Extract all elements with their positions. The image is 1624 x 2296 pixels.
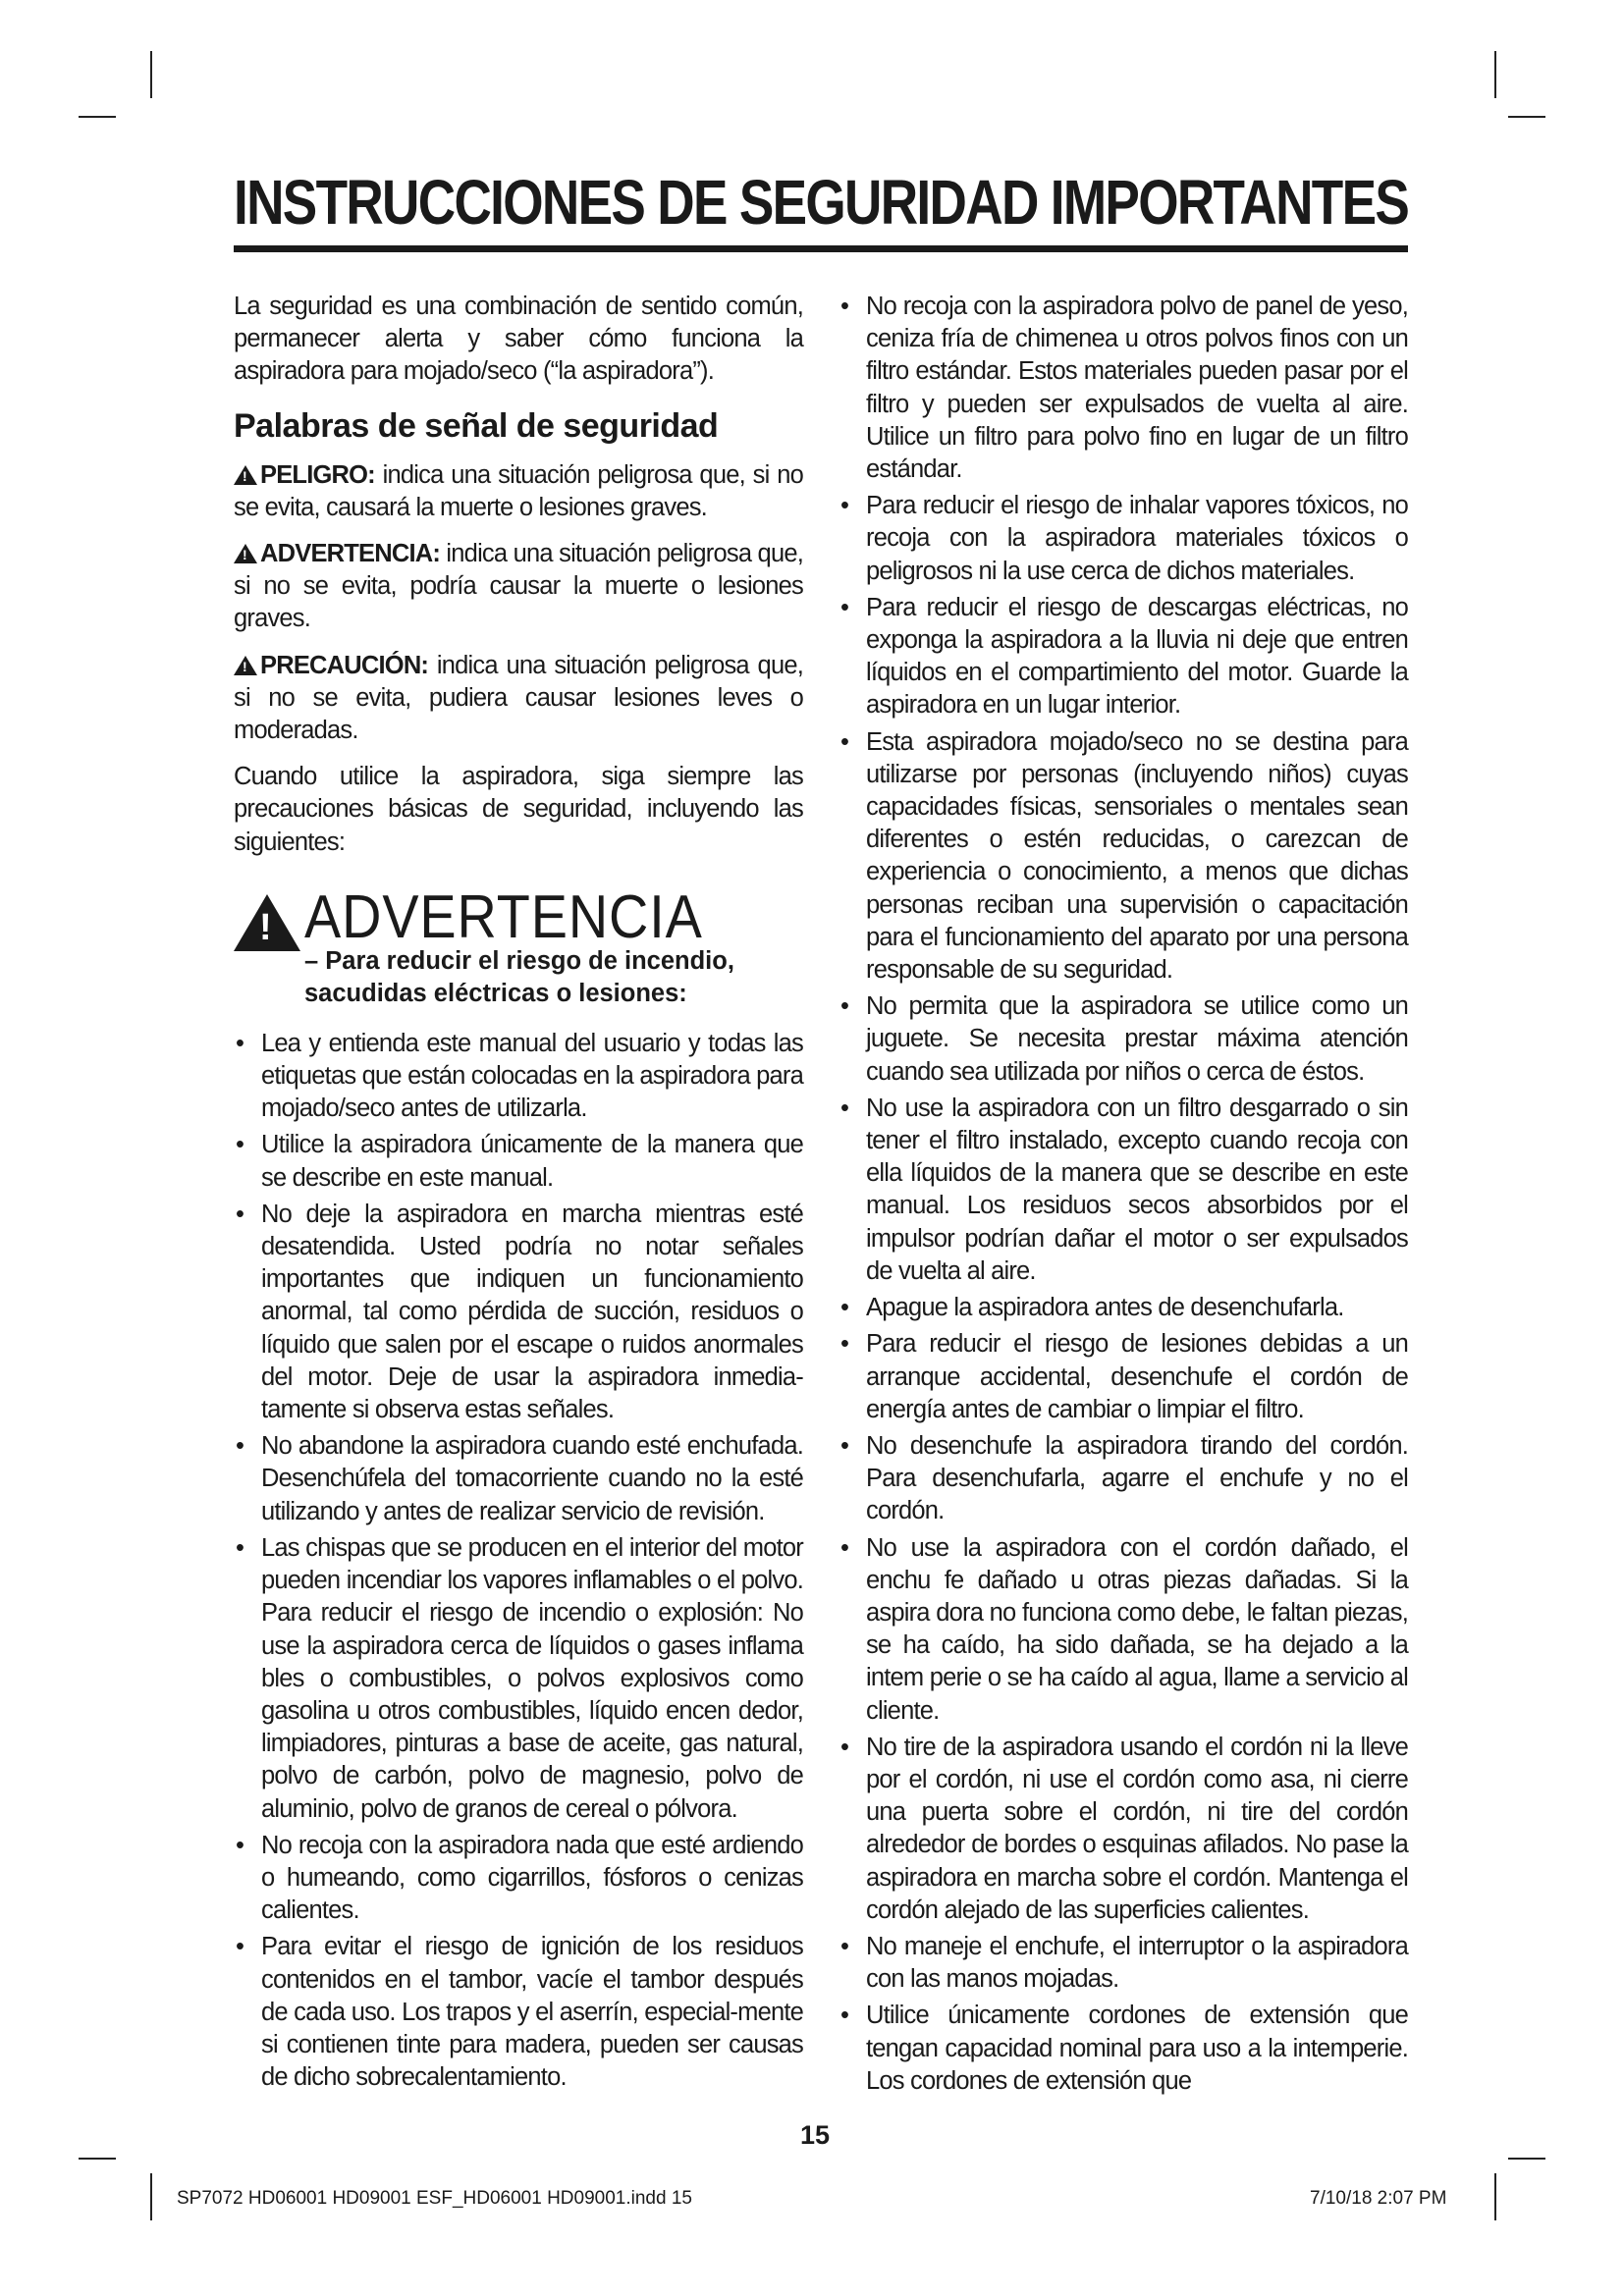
- footer-date-slug: 7/10/18 2:07 PM: [1310, 2188, 1447, 2209]
- footer-file-slug: SP7072 HD06001 HD09001 ESF_HD06001 HD09001.indd 15: [177, 2188, 692, 2209]
- list-item: • Lea y entienda este manual del usuario y todas las etiquetas que están colocadas en la aspiradora para mojado/seco antes de utilizarla.: [234, 1028, 803, 1126]
- left-column: [234, 291, 803, 2098]
- signal-description: indica una situación peligrosa que, si no se evita, podría causar la muerte o lesiones graves.: [234, 540, 803, 633]
- signal-word: ADVERTENCIA:: [260, 540, 441, 568]
- intro-paragraph: La seguridad es una combinación de sentido común, permanecer alerta y saber cómo funciona la aspiradora para mojado/seco (“la aspiradora”).: [234, 293, 803, 386]
- left-bullet-list: [234, 1028, 803, 2095]
- signal-peligro: [234, 459, 803, 524]
- list-item: • Utilice únicamente cordones de extensión que tengan capacidad nominal para uso a la intemperie. Los cordones de extensión que: [839, 2000, 1408, 2098]
- precautions-intro: Cuando utilice la aspiradora, siga siempre las precauciones básicas de seguridad, incluyendo las siguientes:: [234, 763, 803, 856]
- list-item: • Para reducir el riesgo de inhalar vapores tóxicos, no recoja con la aspiradora materiales tóxicos o peligrosos ni la use cerca de dichos materiales.: [839, 490, 1408, 588]
- crop-mark: [1508, 116, 1545, 118]
- list-item: • No desenchufe la aspiradora tirando del cordón. Para desenchufarla, agarre el enchufe y no el cordón.: [839, 1430, 1408, 1528]
- crop-mark: [150, 2173, 152, 2220]
- list-item: • No recoja con la aspiradora polvo de panel de yeso, ceniza fría de chimenea u otros polvos finos con un filtro estándar. Estos materiales pueden pasar por el filtro y pueden ser expulsados de vuelta al aire. Utilice un filtro para polvo fino en lugar de un filtro estándar.: [839, 291, 1408, 486]
- right-column: [839, 291, 1408, 2102]
- list-item: • No recoja con la aspiradora nada que esté ardiendo o humeando, como cigarrillos, fósforos o cenizas calientes.: [234, 1830, 803, 1928]
- crop-mark: [1508, 2158, 1545, 2160]
- list-item: • Esta aspiradora mojado/seco no se destina para utilizarse por personas (incluyendo niños) cuyas capacidades físicas, sensoriales o mentales sean diferentes o estén reducidas, o carezcan de experiencia o conocimiento, a menos que dichas personas reciban una supervisión o capacitación para el funcionamiento del aparato por una persona responsable de su seguridad.: [839, 726, 1408, 988]
- list-item: • No permita que la aspiradora se utilice como un juguete. Se necesita prestar máxima atención cuando sea utilizada por niños o cerca de éstos.: [839, 990, 1408, 1089]
- list-item: • Para reducir el riesgo de lesiones debidas a un arranque accidental, desenchufe el cordón de energía antes de cambiar o limpiar el filtro.: [839, 1328, 1408, 1426]
- warning-subtitle: – Para reducir el riesgo de incendio, sacudidas eléctricas o lesiones:: [304, 946, 734, 1007]
- warning-triangle-icon: [234, 656, 257, 675]
- crop-mark: [150, 51, 152, 98]
- list-item: • No use la aspiradora con un filtro desgarrado o sin tener el filtro instalado, excepto cuando recoja con ella líquidos de la manera que se describe en este manual. Los residuos secos absorbidos por el impulsor podrían dañar el motor o ser expulsados de vuelta al aire.: [839, 1093, 1408, 1288]
- signal-word: PRECAUCIÓN:: [260, 651, 429, 679]
- list-item: • Las chispas que se producen en el interior del motor pueden incendiar los vapores inflamables o el polvo. Para reducir el riesgo de incendio o explosión: No use la aspiradora cerca de líquidos o gases inflama bles o combustibles, o polvos explosivos como gasolina u otros combustibles, líquido encen dedor, limpiadores, pinturas a base de aceite, gas natural, polvo de carbón, polvo de magnesio, polvo de aluminio, polvo de granos de cereal o pólvora.: [234, 1532, 803, 1826]
- list-item: • No tire de la aspiradora usando el cordón ni la lleve por el cordón, ni use el cordón como asa, ni cierre una puerta sobre el cordón, ni tire del cordón alrededor de bordes o esquinas afilados. No pase la aspiradora en marcha sobre el cordón. Mantenga el cordón alejado de las superficies calientes.: [839, 1732, 1408, 1927]
- page-title: INSTRUCCIONES DE SEGURIDAD IMPORTANTES: [234, 167, 1409, 238]
- list-item: • No maneje el enchufe, el interruptor o la aspiradora con las manos mojadas.: [839, 1931, 1408, 1996]
- crop-mark: [79, 2158, 116, 2160]
- list-item: • Apague la aspiradora antes de desenchufarla.: [839, 1292, 1408, 1324]
- list-item: • No deje la aspiradora en marcha mientras esté desatendida. Usted podría no notar señales importantes que indiquen un funcionamiento anormal, tal como pérdida de succión, residuos o líquido que salen por el escape o ruidos anormales del motor. Deje de usar la aspiradora inmedia-tamente si observa estas señales.: [234, 1199, 803, 1426]
- warning-title: ADVERTENCIA: [304, 882, 703, 951]
- page-number: 15: [800, 2120, 831, 2150]
- crop-mark: [1494, 2173, 1496, 2220]
- crop-mark: [1494, 51, 1496, 98]
- list-item: • Para reducir el riesgo de descargas eléctricas, no exponga la aspiradora a la lluvia ni deje que entren líquidos en el compartimiento del motor. Guarde la aspiradora en un lugar interior.: [839, 592, 1408, 722]
- list-item: • Utilice la aspiradora únicamente de la manera que se describe en este manual.: [234, 1129, 803, 1194]
- crop-mark: [79, 116, 116, 118]
- right-bullet-list: [839, 291, 1408, 2098]
- title-rule: [234, 245, 1408, 252]
- signal-word: PELIGRO:: [260, 460, 375, 489]
- warning-triangle-icon: [234, 894, 300, 951]
- list-item: • No abandone la aspiradora cuando esté enchufada. Desenchúfela del tomacorriente cuando no la esté utilizando y antes de realizar servicio de revisión.: [234, 1430, 803, 1528]
- warning-triangle-icon: [234, 544, 257, 563]
- signal-advertencia: [234, 538, 803, 636]
- list-item: • No use la aspiradora con el cordón dañado, el enchu fe dañado u otras piezas dañadas. Si la aspira dora no funciona como debe, le faltan piezas, se ha caído, ha sido dañada, se ha dejado a la intem perie o se ha caído al agua, llame a servicio al cliente.: [839, 1532, 1408, 1728]
- signal-description: indica una situación peligrosa que, si no se evita, pudiera causar lesiones leves o moderadas.: [234, 651, 803, 745]
- list-item: • Para evitar el riesgo de ignición de los residuos contenidos en el tambor, vacíe el tambor después de cada uso. Los trapos y el aserrín, especial-mente si contienen tinte para madera, pueden ser causas de dicho sobrecalentamiento.: [234, 1931, 803, 2094]
- signal-words-heading: Palabras de señal de seguridad: [234, 406, 719, 445]
- signal-precaucion: [234, 650, 803, 748]
- signal-description: indica una situación peligrosa que, si no se evita, causará la muerte o lesiones graves.: [234, 460, 803, 521]
- warning-banner: [234, 882, 803, 1016]
- warning-triangle-icon: [234, 465, 257, 485]
